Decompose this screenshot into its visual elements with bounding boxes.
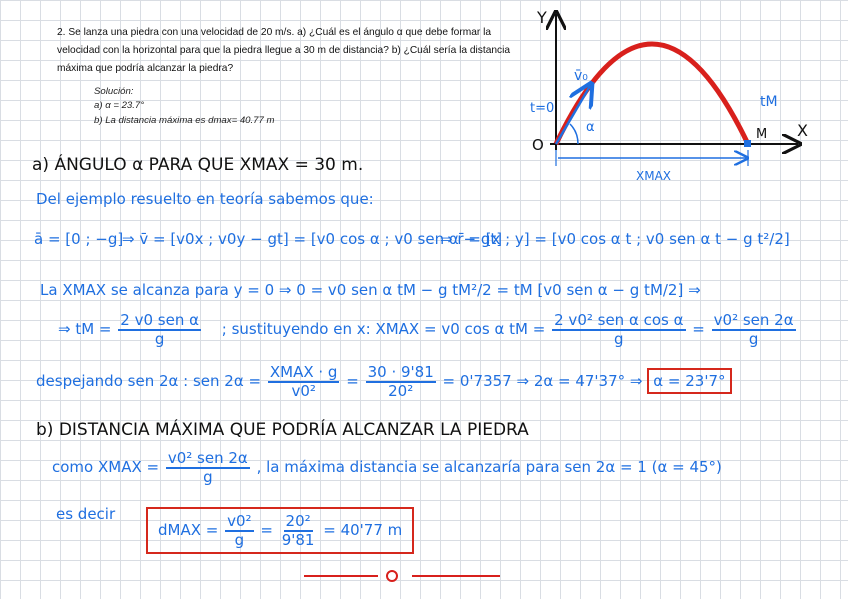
solution-b: b) La distancia máxima es dmax= 40.77 m xyxy=(94,115,275,126)
m-point-label: M xyxy=(756,127,768,142)
projectile-diagram xyxy=(520,0,848,190)
part-a-line1: Del ejemplo resuelto en teoría sabemos que: xyxy=(36,190,374,208)
part-a-heading: a) ÁNGULO α PARA QUE XMAX = 30 m. xyxy=(32,155,364,175)
xmax-fraction-1: $\frac{\text{2 v0² sen α cos α}}{g}$ xyxy=(554,311,684,348)
y-axis-label: Y xyxy=(537,8,547,27)
como-label: como XMAX = xyxy=(52,458,160,476)
point-m-marker xyxy=(744,140,751,147)
tm-substitution: ; sustituyendo en x: XMAX = v0 cos α tM = xyxy=(221,320,546,338)
xmax-fraction-2: $\frac{\text{v0² sen 2α}}{g}$ xyxy=(713,311,794,348)
tm-fraction: $\frac{\text{2 v0 sen α}}{g}$ xyxy=(120,311,199,348)
x-axis-label: X xyxy=(797,121,808,140)
dmax-fraction-1: $\frac{\text{v0²}}{g}$ xyxy=(227,512,252,549)
part-b-heading: b) DISTANCIA MÁXIMA QUE PODRÍA ALCANZAR LA PIEDRA xyxy=(36,420,529,440)
como-rest: , la máxima distancia se alcanzaría para sen 2α = 1 (α = 45°) xyxy=(256,458,722,476)
end-divider xyxy=(300,566,510,586)
sin2a-result: = 0'7357 ⇒ 2α = 47'37° ⇒ xyxy=(442,372,643,390)
tm-equation: ⇒ tM = $\frac{\text{2 v0 sen α}}{g}$ ; sustituyendo en x: XMAX = v0 cos α tM = $\frac{\text{2 v0² sen α cos α}}{g}$ = $\frac{\text{v0² sen 2α}}{g}$ xyxy=(58,311,794,348)
sin2a-fraction-1: $\frac{\text{XMAX · g}}{\text{v0²}}$ xyxy=(269,363,338,400)
es-decir: es decir xyxy=(56,505,116,523)
despejando-label: despejando sen 2α : sen 2α = xyxy=(36,372,262,390)
accel-vector: ā = [0 ; −g] xyxy=(34,230,124,248)
solution-a: a) α = 23.7° xyxy=(94,100,145,111)
velocity-vector xyxy=(556,86,590,144)
dmax-label: dMAX = xyxy=(158,521,219,539)
dmax-result: = 40'77 m xyxy=(323,521,403,539)
tm-label: tM xyxy=(760,94,778,110)
origin-label: O xyxy=(532,136,544,154)
problem-statement: 2. Se lanza una piedra con una velocidad de 20 m/s. a) ¿Cuál es el ángulo α que debe formar la velocidad con la horizontal para que la piedra llegue a 30 m de distancia? b) ¿Cuál sería la distancia máxima que podría alcanzar la piedra? xyxy=(57,27,511,74)
position-vector-eq: ⇒ r̄ = [x ; y] = [v0 cos α t ; v0 sen α t − g t²/2] xyxy=(440,230,790,248)
t0-label: t=0 xyxy=(530,101,555,116)
despejando-line: despejando sen 2α : sen 2α = $\frac{\text{XMAX · g}}{\text{v0²}}$ = $\frac{30 \cdot 9'81}{\text{20²}}$ = 0'7357 ⇒ 2α = 47'37° ⇒ α = 23'7° xyxy=(36,364,732,399)
v0-label: v̄₀ xyxy=(574,68,588,84)
dmax-fraction-2: $\frac{\text{20²}}{9'81}$ xyxy=(281,512,315,549)
como-line xyxy=(52,450,722,485)
solution-title: Solución: xyxy=(94,86,134,97)
xmax-label: XMAX xyxy=(636,169,672,183)
sin2a-fraction-2: $\frac{30 \cdot 9'81}{\text{20²}}$ xyxy=(367,363,434,400)
velocity-vector-eq: ⇒ v̄ = [v0x ; v0y − gt] = [v0 cos α ; v0 sen α − gt] xyxy=(122,230,503,248)
alpha-label: α xyxy=(586,120,595,135)
dmax-result-box: dMAX = $\frac{\text{v0²}}{g}$ = $\frac{\text{20²}}{9'81}$ = 40'77 m xyxy=(146,507,414,554)
xmax-general-fraction: $\frac{\text{v0² sen 2α}}{g}$ xyxy=(167,449,248,486)
alpha-result-box: α = 23'7° xyxy=(647,368,731,394)
tm-left: ⇒ tM = xyxy=(58,320,112,338)
angle-arc xyxy=(570,124,578,144)
xmax-condition-line: La XMAX se alcanza para y = 0 ⇒ 0 = v0 sen α tM − g tM²/2 = tM [v0 sen α − g tM/2] ⇒ xyxy=(40,281,701,299)
